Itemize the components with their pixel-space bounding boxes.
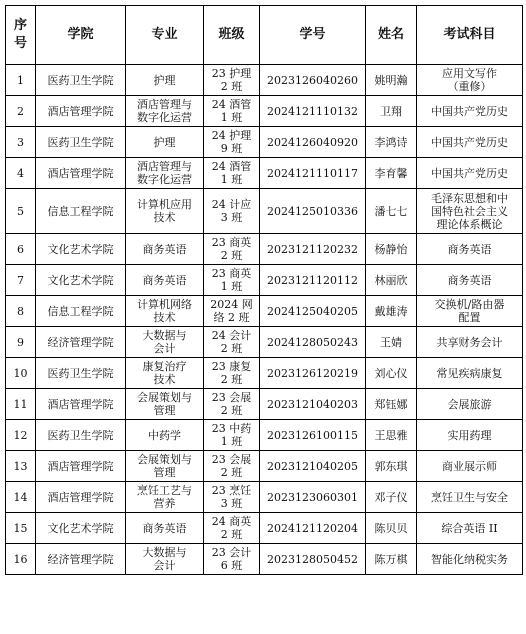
cell-index: 3 bbox=[6, 127, 36, 158]
cell-major: 大数据与 会计 bbox=[126, 327, 204, 358]
cell-index: 1 bbox=[6, 65, 36, 96]
cell-name: 卫翔 bbox=[366, 96, 417, 127]
cell-college: 信息工程学院 bbox=[36, 296, 126, 327]
table-row bbox=[6, 234, 523, 265]
cell-name: 李育馨 bbox=[366, 158, 417, 189]
cell-name: 陈贝贝 bbox=[366, 513, 417, 544]
cell-class: 23 会展 2 班 bbox=[204, 451, 260, 482]
cell-student-id: 2024128050243 bbox=[260, 327, 366, 358]
cell-name: 姚明瀚 bbox=[366, 65, 417, 96]
cell-student-id: 2024121110117 bbox=[260, 158, 366, 189]
cell-index: 9 bbox=[6, 327, 36, 358]
cell-major: 商务英语 bbox=[126, 234, 204, 265]
table-row bbox=[6, 327, 523, 358]
cell-student-id: 2024125010336 bbox=[260, 189, 366, 234]
cell-name: 杨静怡 bbox=[366, 234, 417, 265]
cell-student-id: 2024121110132 bbox=[260, 96, 366, 127]
cell-major: 大数据与 会计 bbox=[126, 544, 204, 575]
cell-index: 11 bbox=[6, 389, 36, 420]
table-row bbox=[6, 420, 523, 451]
cell-college: 医药卫生学院 bbox=[36, 65, 126, 96]
cell-exam-subject: 实用药理 bbox=[417, 420, 523, 451]
cell-name: 陈万棋 bbox=[366, 544, 417, 575]
cell-student-id: 2023123060301 bbox=[260, 482, 366, 513]
cell-student-id: 2023128050452 bbox=[260, 544, 366, 575]
cell-name: 潘七七 bbox=[366, 189, 417, 234]
cell-exam-subject: 应用文写作 （重修） bbox=[417, 65, 523, 96]
cell-class: 24 护理 9 班 bbox=[204, 127, 260, 158]
cell-student-id: 2024121120204 bbox=[260, 513, 366, 544]
cell-class: 23 会计 6 班 bbox=[204, 544, 260, 575]
table-row bbox=[6, 513, 523, 544]
cell-college: 文化艺术学院 bbox=[36, 265, 126, 296]
exam-registration-table bbox=[5, 5, 523, 575]
cell-college: 文化艺术学院 bbox=[36, 234, 126, 265]
cell-index: 2 bbox=[6, 96, 36, 127]
cell-college: 医药卫生学院 bbox=[36, 420, 126, 451]
header-name: 姓名 bbox=[366, 6, 417, 65]
cell-student-id: 2024125040205 bbox=[260, 296, 366, 327]
table-row bbox=[6, 544, 523, 575]
cell-name: 邓子仪 bbox=[366, 482, 417, 513]
table-row bbox=[6, 296, 523, 327]
cell-index: 13 bbox=[6, 451, 36, 482]
cell-student-id: 2023121120112 bbox=[260, 265, 366, 296]
cell-major: 商务英语 bbox=[126, 513, 204, 544]
table-row bbox=[6, 358, 523, 389]
cell-index: 4 bbox=[6, 158, 36, 189]
cell-college: 酒店管理学院 bbox=[36, 158, 126, 189]
cell-major: 会展策划与 管理 bbox=[126, 451, 204, 482]
cell-name: 王思雅 bbox=[366, 420, 417, 451]
cell-college: 经济管理学院 bbox=[36, 327, 126, 358]
cell-major: 康复治疗 技术 bbox=[126, 358, 204, 389]
header-student-id: 学号 bbox=[260, 6, 366, 65]
cell-college: 酒店管理学院 bbox=[36, 451, 126, 482]
cell-index: 6 bbox=[6, 234, 36, 265]
cell-name: 郭东琪 bbox=[366, 451, 417, 482]
cell-index: 16 bbox=[6, 544, 36, 575]
cell-college: 文化艺术学院 bbox=[36, 513, 126, 544]
cell-college: 医药卫生学院 bbox=[36, 358, 126, 389]
cell-exam-subject: 商业展示师 bbox=[417, 451, 523, 482]
cell-college: 医药卫生学院 bbox=[36, 127, 126, 158]
header-row bbox=[6, 6, 523, 65]
cell-name: 刘心仪 bbox=[366, 358, 417, 389]
cell-exam-subject: 毛泽东思想和中 国特色社会主义 理论体系概论 bbox=[417, 189, 523, 234]
table-row bbox=[6, 189, 523, 234]
cell-major: 会展策划与 管理 bbox=[126, 389, 204, 420]
cell-exam-subject: 商务英语 bbox=[417, 265, 523, 296]
cell-name: 郑钰娜 bbox=[366, 389, 417, 420]
table-row bbox=[6, 451, 523, 482]
cell-class: 23 护理 2 班 bbox=[204, 65, 260, 96]
table-row bbox=[6, 158, 523, 189]
cell-college: 酒店管理学院 bbox=[36, 389, 126, 420]
header-major: 专业 bbox=[126, 6, 204, 65]
table-row bbox=[6, 482, 523, 513]
cell-college: 酒店管理学院 bbox=[36, 96, 126, 127]
cell-name: 王婧 bbox=[366, 327, 417, 358]
table-row bbox=[6, 96, 523, 127]
table-row bbox=[6, 127, 523, 158]
cell-class: 23 康复 2 班 bbox=[204, 358, 260, 389]
cell-index: 10 bbox=[6, 358, 36, 389]
cell-student-id: 2023126040260 bbox=[260, 65, 366, 96]
table-row bbox=[6, 65, 523, 96]
cell-major: 计算机应用 技术 bbox=[126, 189, 204, 234]
header-class: 班级 bbox=[204, 6, 260, 65]
cell-student-id: 2023121120232 bbox=[260, 234, 366, 265]
cell-major: 中药学 bbox=[126, 420, 204, 451]
cell-exam-subject: 中国共产党历史 bbox=[417, 96, 523, 127]
cell-major: 酒店管理与 数字化运营 bbox=[126, 96, 204, 127]
cell-exam-subject: 会展旅游 bbox=[417, 389, 523, 420]
cell-class: 24 酒管 1 班 bbox=[204, 158, 260, 189]
cell-name: 李鸿诗 bbox=[366, 127, 417, 158]
cell-index: 8 bbox=[6, 296, 36, 327]
cell-index: 15 bbox=[6, 513, 36, 544]
cell-class: 23 中药 1 班 bbox=[204, 420, 260, 451]
cell-name: 林丽欣 bbox=[366, 265, 417, 296]
cell-college: 经济管理学院 bbox=[36, 544, 126, 575]
cell-exam-subject: 综合英语 II bbox=[417, 513, 523, 544]
cell-class: 2024 网 络 2 班 bbox=[204, 296, 260, 327]
cell-exam-subject: 中国共产党历史 bbox=[417, 127, 523, 158]
cell-index: 5 bbox=[6, 189, 36, 234]
cell-student-id: 2023121040205 bbox=[260, 451, 366, 482]
cell-class: 24 会计 2 班 bbox=[204, 327, 260, 358]
cell-college: 酒店管理学院 bbox=[36, 482, 126, 513]
cell-student-id: 2024126040920 bbox=[260, 127, 366, 158]
cell-class: 23 商英 2 班 bbox=[204, 234, 260, 265]
cell-exam-subject: 交换机/路由器 配置 bbox=[417, 296, 523, 327]
cell-index: 14 bbox=[6, 482, 36, 513]
header-index: 序 号 bbox=[6, 6, 36, 65]
cell-major: 酒店管理与 数字化运营 bbox=[126, 158, 204, 189]
cell-class: 24 计应 3 班 bbox=[204, 189, 260, 234]
cell-exam-subject: 共享财务会计 bbox=[417, 327, 523, 358]
exam-registration-table-wrapper bbox=[5, 5, 523, 575]
cell-name: 戴雄涛 bbox=[366, 296, 417, 327]
cell-major: 护理 bbox=[126, 127, 204, 158]
cell-class: 24 酒管 1 班 bbox=[204, 96, 260, 127]
cell-exam-subject: 智能化纳税实务 bbox=[417, 544, 523, 575]
cell-major: 烹饪工艺与 营养 bbox=[126, 482, 204, 513]
cell-class: 24 商英 2 班 bbox=[204, 513, 260, 544]
cell-index: 12 bbox=[6, 420, 36, 451]
cell-index: 7 bbox=[6, 265, 36, 296]
table-row bbox=[6, 265, 523, 296]
table-row bbox=[6, 389, 523, 420]
cell-exam-subject: 常见疾病康复 bbox=[417, 358, 523, 389]
cell-major: 护理 bbox=[126, 65, 204, 96]
cell-class: 23 会展 2 班 bbox=[204, 389, 260, 420]
header-exam-subject: 考试科目 bbox=[417, 6, 523, 65]
cell-exam-subject: 烹饪卫生与安全 bbox=[417, 482, 523, 513]
cell-exam-subject: 中国共产党历史 bbox=[417, 158, 523, 189]
cell-exam-subject: 商务英语 bbox=[417, 234, 523, 265]
cell-class: 23 烹饪 3 班 bbox=[204, 482, 260, 513]
cell-student-id: 2023121040203 bbox=[260, 389, 366, 420]
cell-student-id: 2023126120219 bbox=[260, 358, 366, 389]
cell-major: 商务英语 bbox=[126, 265, 204, 296]
header-college: 学院 bbox=[36, 6, 126, 65]
cell-student-id: 2023126100115 bbox=[260, 420, 366, 451]
cell-college: 信息工程学院 bbox=[36, 189, 126, 234]
cell-major: 计算机网络 技术 bbox=[126, 296, 204, 327]
cell-class: 23 商英 1 班 bbox=[204, 265, 260, 296]
